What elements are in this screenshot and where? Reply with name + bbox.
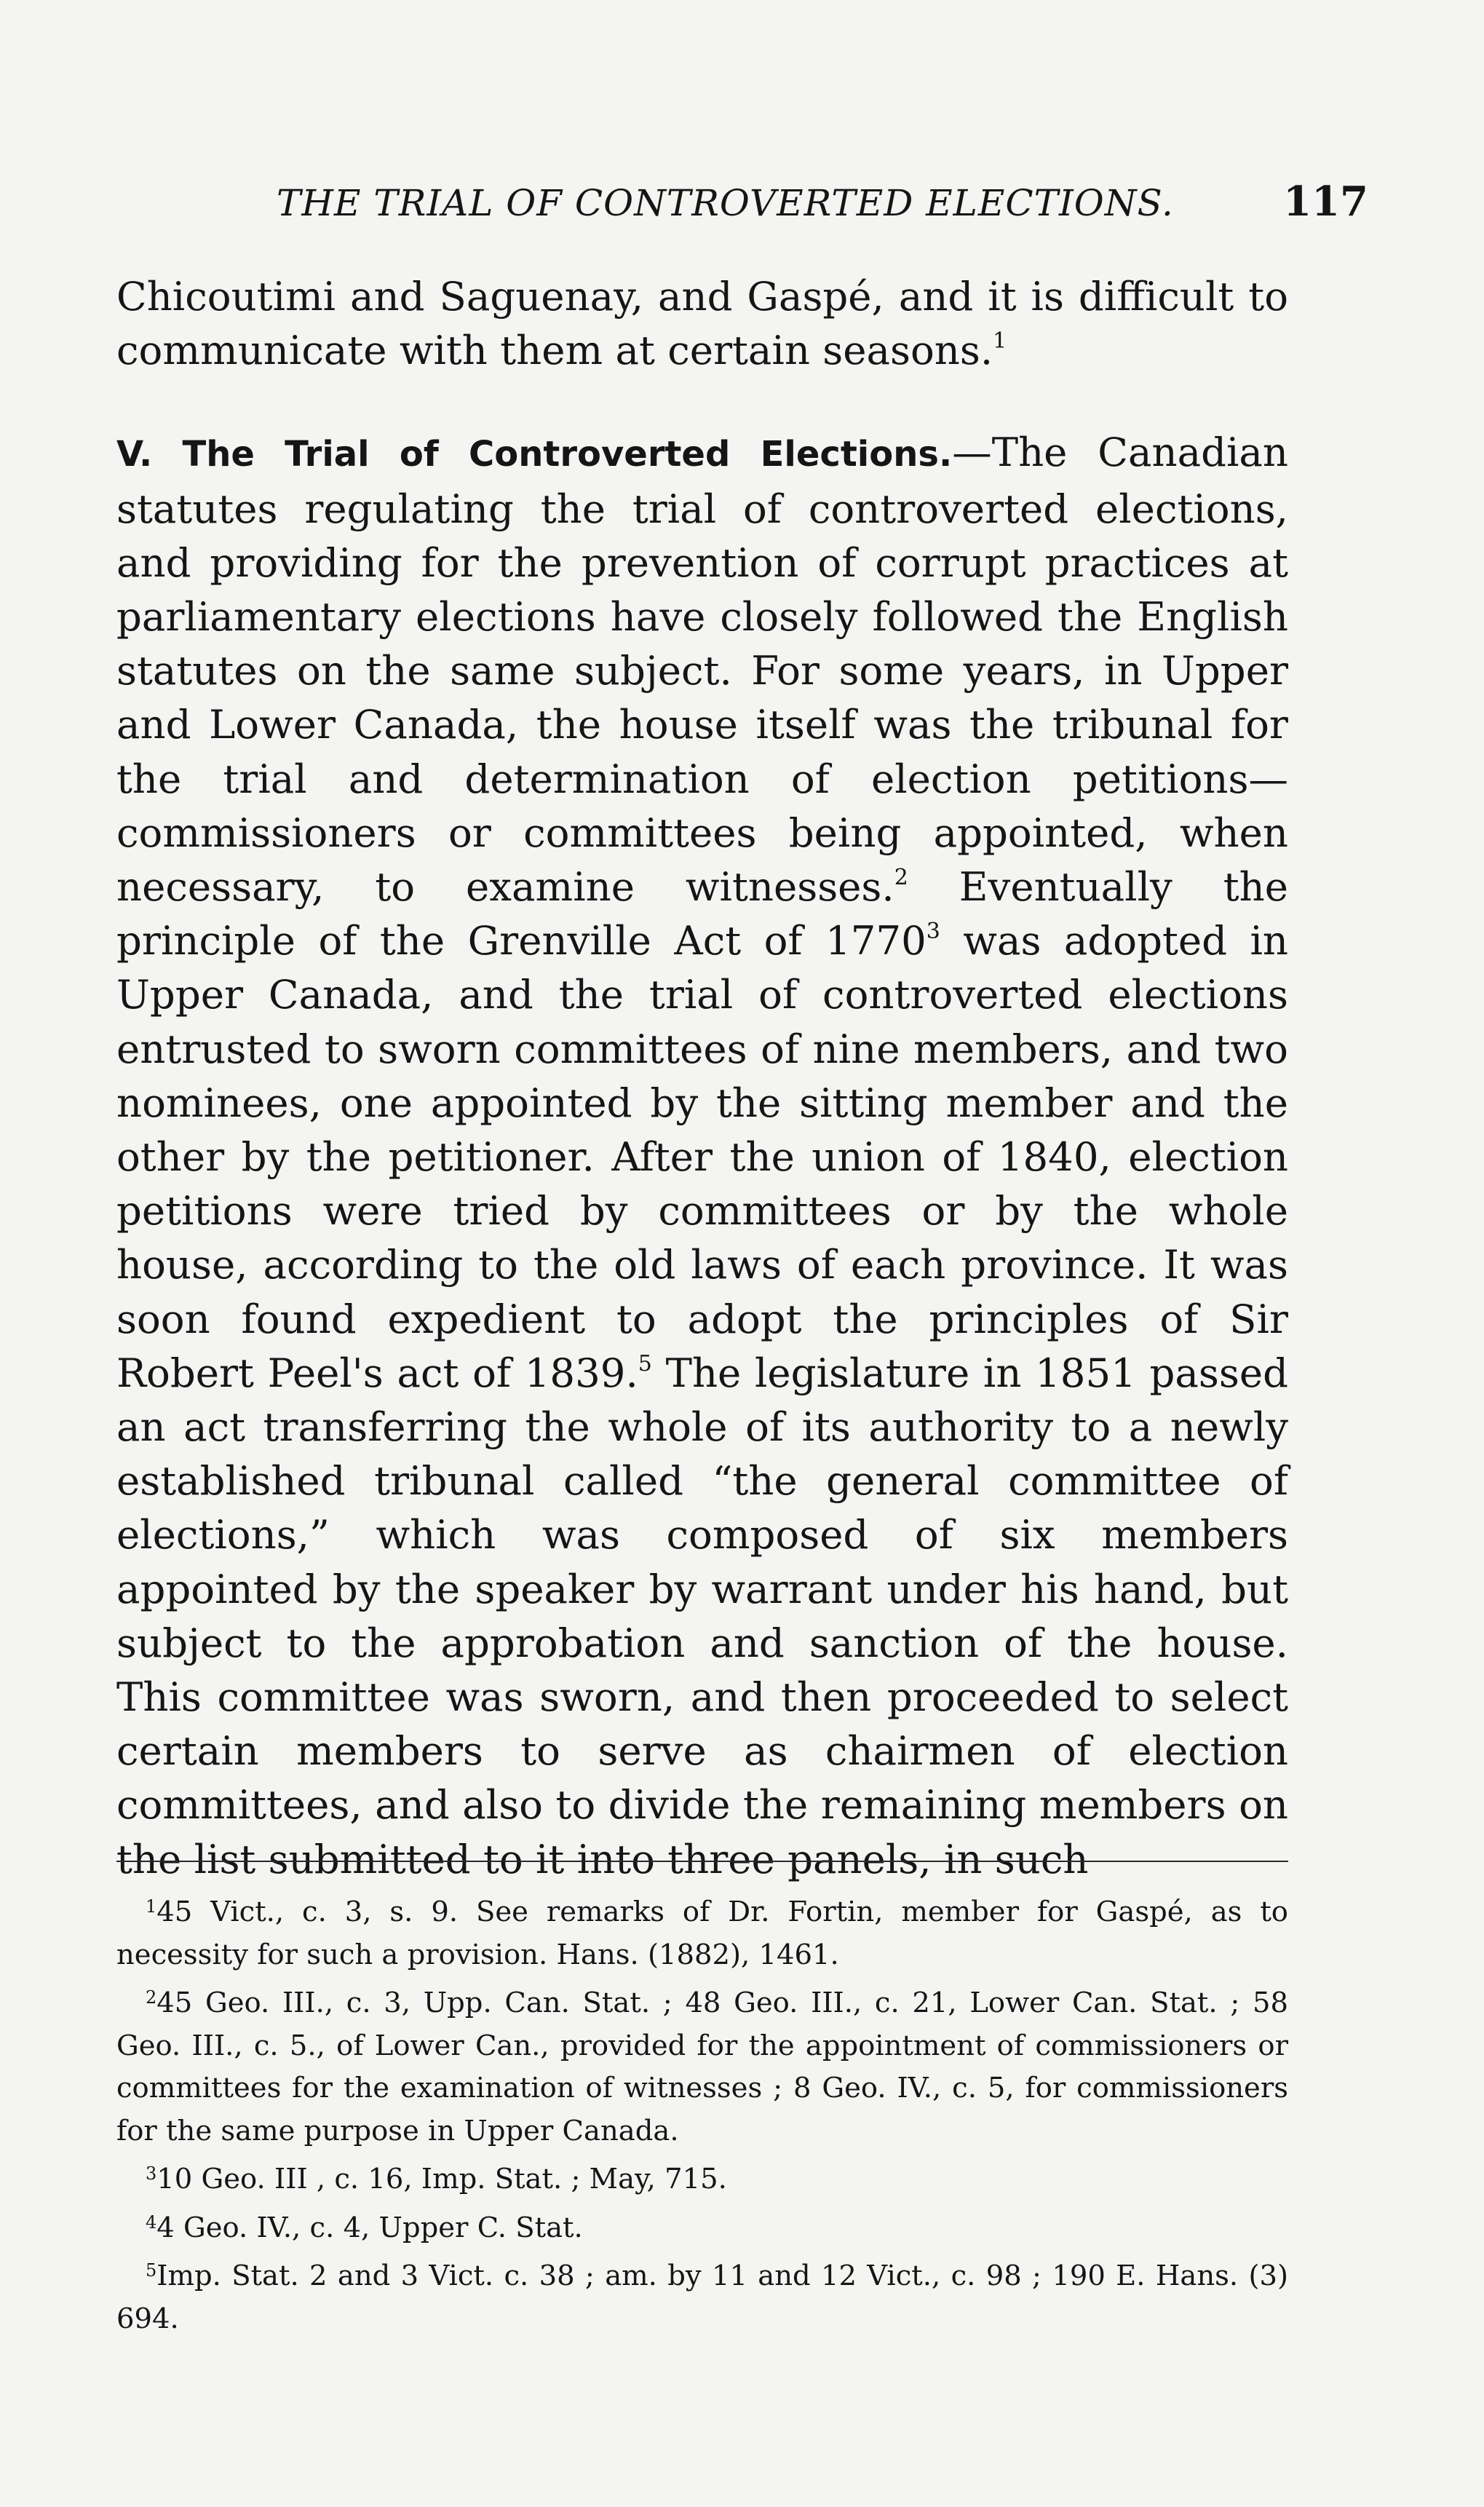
footnote-mark: 4 <box>146 2211 157 2233</box>
paragraph-continuation <box>116 269 1288 377</box>
paragraph-text: Eventually the principle of the Grenville Act of 1770 <box>116 863 1288 965</box>
footnote-mark: 1 <box>146 1896 157 1917</box>
footnote-mark: 5 <box>146 2260 157 2281</box>
body-text <box>116 269 1288 1886</box>
paragraph-text: Chicoutimi and Saguenay, and Gaspé, and it is difficult to communicate with them at certain seasons. <box>116 273 1288 374</box>
footnote <box>116 2152 1288 2201</box>
paragraph-text: was adopted in Upper Canada, and the trial of controverted elections entrusted to sworn committees of nine members, and two nominees, one appointed by the sitting member and the other by the petitioner. After the union of 1840, election petitions were tried by committees or by the whole house, according to the old laws of each province. It was soon found expedient to adopt the principles of Sir Robert Peel's act of 1839. <box>116 917 1288 1396</box>
paragraph-text: —The Canadian statutes regulating the trial of controverted elections, and providing for the prevention of corrupt practices at parliamentary elections have closely followed the English statutes on the same subject. For some years, in Upper and Lower Canada, the house itself was the tribunal for the trial and determination of election petitions—commissioners or committees being appointed, when necessary, to examine witnesses. <box>116 429 1288 911</box>
section-heading: V. The Trial of Controverted Elections. <box>116 434 953 475</box>
footnote <box>116 1976 1288 2152</box>
footnote-mark: 2 <box>146 1987 157 2008</box>
footnote-mark: 3 <box>146 2163 157 2184</box>
page-number: 117 <box>1283 178 1368 226</box>
footnote <box>116 2249 1288 2340</box>
footnote <box>116 2201 1288 2250</box>
footnote-ref: 1 <box>993 328 1007 355</box>
footnote-text: 4 Geo. IV., c. 4, Upper C. Stat. <box>156 2211 583 2244</box>
footnote-divider <box>116 1861 1288 1862</box>
paragraph-section-v <box>116 425 1288 1885</box>
page-header <box>116 178 1368 240</box>
footnote-ref: 5 <box>638 1350 652 1377</box>
footnote-text: Imp. Stat. 2 and 3 Vict. c. 38 ; am. by 11 and 12 Vict., c. 98 ; 190 E. Hans. (3) 694. <box>116 2260 1288 2335</box>
running-title: THE TRIAL OF CONTROVERTED ELECTIONS. <box>277 182 1174 224</box>
footnote-text: 45 Geo. III., c. 3, Upp. Can. Stat. ; 48 Geo. III., c. 21, Lower Can. Stat. ; 58 Geo. III., c. 5., of Lower Can., provided for the appointment of commissioners or committees for the examination of witnesses ; 8 Geo. IV., c. 5, for commissioners for the same purpose in Upper Canada. <box>116 1987 1288 2147</box>
footnote-text: 45 Vict., c. 3, s. 9. See remarks of Dr. Fortin, member for Gaspé, as to necessity for such a provision. Hans. (1882), 1461. <box>116 1896 1288 1971</box>
footnote-text: 10 Geo. III , c. 16, Imp. Stat. ; May, 715. <box>156 2163 727 2195</box>
footnote-ref: 3 <box>926 919 940 945</box>
footnote <box>116 1885 1288 1976</box>
footnote-ref: 2 <box>894 865 908 891</box>
paragraph-text: The legislature in 1851 passed an act transferring the whole of its authority to a newly established tribunal called “the general committee of elections,” which was composed of six members appointed by the speaker by warrant under his hand, but subject to the approbation and sanction of the house. This committee was sworn, and then proceeded to select certain members to serve as chairmen of election committees, and also to divide the remaining members on the list submitted to it into three panels, in such <box>116 1349 1288 1882</box>
footnotes <box>116 1885 1288 2340</box>
